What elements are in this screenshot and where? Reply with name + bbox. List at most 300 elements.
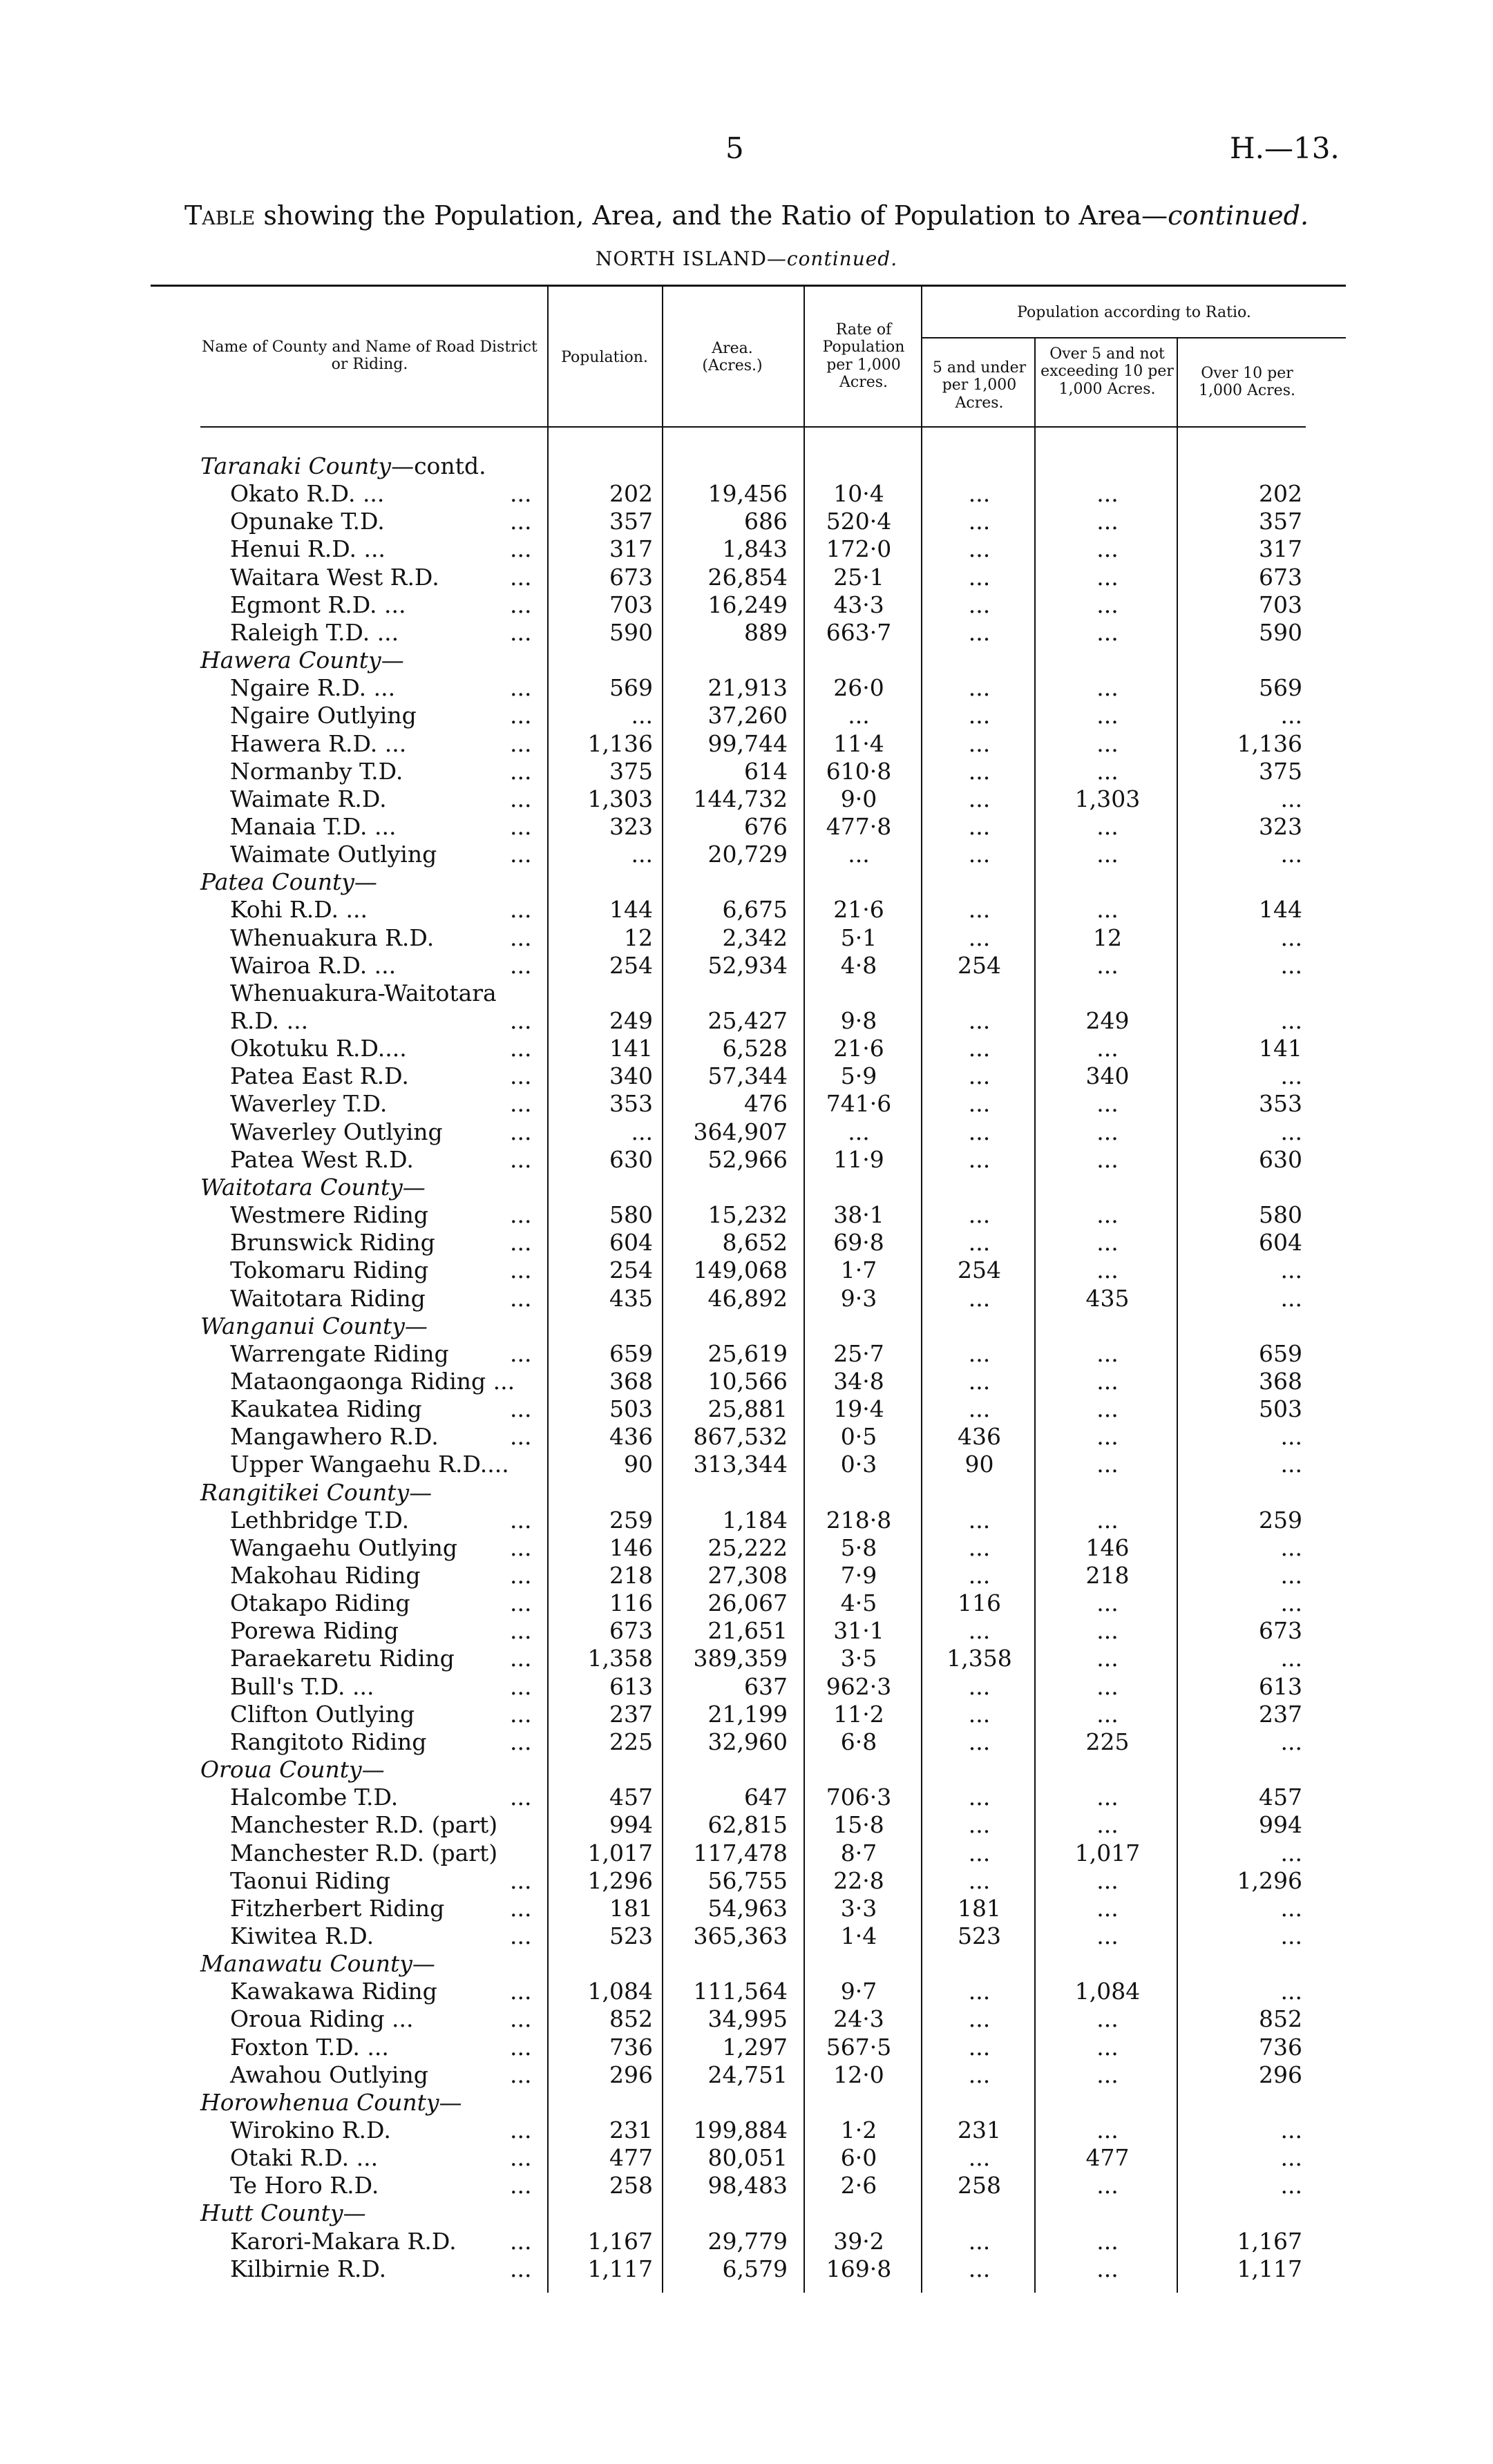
table-row: [0, 1840, 1493, 1867]
ratio-over-10-cell: ...: [1280, 1589, 1302, 1617]
area-cell: 15,232: [707, 1201, 788, 1229]
population-cell: 254: [609, 1257, 653, 1284]
row-dots: ...: [510, 480, 532, 508]
table-row: [0, 1340, 1493, 1368]
ratio-over-10-cell: ...: [1280, 1257, 1302, 1284]
row-dots: ...: [510, 841, 532, 868]
area-cell: 6,675: [722, 896, 788, 924]
district-name: Kaukatea Riding: [230, 1395, 422, 1423]
rate-cell: 0·3: [840, 1451, 877, 1478]
district-name: Okato R.D. ...: [230, 480, 385, 508]
ratio-under-5-cell: ...: [968, 1118, 991, 1145]
rate-cell: 21·6: [833, 1035, 884, 1062]
ratio-under-5-cell: ...: [968, 1700, 991, 1728]
ratio-under-5-cell: ...: [968, 480, 991, 508]
rate-cell: 25·1: [833, 563, 884, 591]
county-heading-row: [0, 868, 1493, 896]
rate-cell: 962·3: [826, 1672, 892, 1700]
ratio-under-5-cell: 116: [958, 1589, 1001, 1617]
ratio-under-5-cell: ...: [968, 1090, 991, 1118]
row-dots: ...: [510, 1395, 532, 1423]
header-bottom-rule: [200, 426, 1306, 428]
row-dots: ...: [510, 757, 532, 785]
ratio-5-to-10-cell: ...: [1096, 1506, 1119, 1534]
district-name: Waverley Outlying: [230, 1118, 443, 1145]
ratio-over-10-cell: 503: [1259, 1395, 1302, 1423]
ratio-5-to-10-cell: ...: [1096, 1784, 1119, 1811]
table-row: [0, 1978, 1493, 2005]
rate-cell: 706·3: [826, 1784, 892, 1811]
header-ratio-group: Population according to Ratio.: [1017, 304, 1251, 321]
population-cell: 254: [609, 951, 653, 979]
district-name: Raleigh T.D. ...: [230, 618, 399, 646]
ratio-5-to-10-cell: ...: [1096, 951, 1119, 979]
ratio-over-10-cell: 852: [1259, 2005, 1302, 2033]
population-cell: 353: [609, 1090, 653, 1118]
ratio-under-5-cell: 523: [958, 1922, 1001, 1949]
ratio-under-5-cell: ...: [968, 618, 991, 646]
table-row: [0, 2117, 1493, 2144]
ratio-under-5-cell: ...: [968, 1784, 991, 1811]
ratio-under-5-cell: 258: [958, 2172, 1001, 2199]
rate-cell: 25·7: [833, 1339, 884, 1367]
area-cell: 24,751: [707, 2061, 788, 2088]
ratio-over-10-cell: 1,167: [1237, 2227, 1302, 2255]
ratio-over-10-cell: 317: [1259, 535, 1302, 563]
rate-cell: 169·8: [826, 2255, 892, 2282]
district-name: Bull's T.D. ...: [230, 1672, 374, 1700]
ratio-5-to-10-cell: 1,303: [1074, 785, 1141, 812]
ratio-under-5-cell: ...: [968, 1506, 991, 1534]
population-cell: 630: [609, 1145, 653, 1173]
ratio-over-10-cell: 1,117: [1237, 2255, 1302, 2282]
table-row: [0, 924, 1493, 952]
district-name: Okotuku R.D....: [230, 1035, 407, 1062]
row-dots: ...: [510, 1672, 532, 1700]
district-name: Kawakawa Riding: [230, 1978, 437, 2005]
population-cell: 357: [609, 508, 653, 535]
table-row: [0, 813, 1493, 841]
district-name: Clifton Outlying: [230, 1700, 415, 1728]
ratio-5-to-10-cell: ...: [1096, 1617, 1119, 1645]
table-row: [0, 841, 1493, 868]
district-name: Karori-Makara R.D.: [230, 2227, 457, 2255]
county-name: Horowhenua County—: [200, 2088, 462, 2116]
district-name: Porewa Riding: [230, 1617, 399, 1645]
rate-cell: 663·7: [826, 618, 892, 646]
population-cell: 202: [609, 480, 653, 508]
ratio-5-to-10-cell: ...: [1096, 618, 1119, 646]
ratio-under-5-cell: ...: [968, 1035, 991, 1062]
row-dots: ...: [510, 896, 532, 924]
rate-cell: 5·9: [840, 1062, 877, 1090]
rate-cell: 10·4: [833, 480, 884, 508]
ratio-over-10-cell: 457: [1259, 1784, 1302, 1811]
area-cell: 21,913: [707, 674, 788, 702]
row-dots: ...: [510, 508, 532, 535]
rate-cell: 5·8: [840, 1534, 877, 1561]
ratio-under-5-cell: ...: [968, 1534, 991, 1561]
ratio-5-to-10-cell: ...: [1096, 1229, 1119, 1257]
area-cell: 149,068: [693, 1257, 788, 1284]
ratio-5-to-10-cell: ...: [1096, 2061, 1119, 2088]
district-name: Otaki R.D. ...: [230, 2144, 379, 2172]
population-cell: 231: [609, 2117, 653, 2143]
ratio-5-to-10-cell: ...: [1096, 674, 1119, 702]
ratio-under-5-cell: ...: [968, 2255, 991, 2282]
rate-cell: 38·1: [833, 1201, 884, 1229]
ratio-over-10-cell: 144: [1259, 896, 1302, 924]
district-name: Patea West R.D.: [230, 1145, 414, 1173]
ratio-5-to-10-cell: 1,084: [1074, 1978, 1141, 2005]
ratio-over-10-cell: ...: [1280, 785, 1302, 812]
ratio-5-to-10-cell: 146: [1085, 1534, 1130, 1561]
ratio-5-to-10-cell: ...: [1096, 1339, 1119, 1367]
ratio-over-10-cell: 353: [1259, 1090, 1302, 1118]
table-row: [0, 1229, 1493, 1257]
rate-cell: ...: [848, 702, 870, 729]
ratio-5-to-10-cell: ...: [1096, 1922, 1119, 1949]
table-row: [0, 980, 1493, 1007]
area-cell: 889: [744, 618, 788, 646]
ratio-over-10-cell: 1,136: [1237, 729, 1302, 757]
ratio-over-10-cell: 580: [1259, 1201, 1302, 1229]
district-name: Makohau Riding: [230, 1562, 421, 1589]
header-ratio-under-5: 5 and under per 1,000 Acres.: [932, 359, 1027, 412]
ratio-under-5-cell: ...: [968, 841, 991, 868]
rate-cell: 39·2: [833, 2227, 884, 2255]
district-name: Foxton T.D. ...: [230, 2033, 389, 2061]
ratio-over-10-cell: 296: [1259, 2061, 1302, 2088]
district-name: Waimate R.D.: [230, 785, 387, 812]
row-dots: ...: [510, 1118, 532, 1145]
rate-cell: 31·1: [833, 1617, 884, 1645]
row-dots: ...: [510, 2117, 532, 2143]
district-name: Normanby T.D.: [230, 757, 403, 785]
district-name: Brunswick Riding: [230, 1229, 435, 1257]
district-name: Oroua Riding ...: [230, 2005, 414, 2033]
district-name: Kilbirnie R.D.: [230, 2255, 387, 2282]
row-dots: ...: [510, 2255, 532, 2282]
ratio-5-to-10-cell: ...: [1096, 1145, 1119, 1173]
area-cell: 25,427: [707, 1007, 788, 1034]
area-cell: 32,960: [707, 1728, 788, 1755]
ratio-under-5-cell: ...: [968, 2144, 991, 2172]
table-row: [0, 2228, 1493, 2255]
table-row: [0, 730, 1493, 758]
area-cell: 20,729: [707, 841, 788, 868]
district-name: Manchester R.D. (part): [230, 1811, 498, 1839]
population-cell: 144: [609, 896, 653, 924]
table-row: [0, 1368, 1493, 1395]
district-name: Tokomaru Riding: [230, 1257, 429, 1284]
ratio-under-5-cell: ...: [968, 702, 991, 729]
county-heading-row: [0, 2089, 1493, 2117]
population-cell: 90: [624, 1451, 653, 1478]
ratio-under-5-cell: ...: [968, 1978, 991, 2005]
ratio-under-5-cell: ...: [968, 1562, 991, 1589]
header-rate: Rate of Population per 1,000 Acres.: [822, 321, 905, 391]
ratio-5-to-10-cell: ...: [1096, 2255, 1119, 2282]
row-dots: ...: [510, 2005, 532, 2033]
population-cell: 258: [609, 2172, 653, 2199]
district-name: Halcombe T.D.: [230, 1784, 399, 1811]
area-cell: 144,732: [693, 785, 788, 812]
ratio-under-5-cell: ...: [968, 1617, 991, 1645]
rate-cell: 477·8: [826, 812, 892, 840]
ratio-5-to-10-cell: ...: [1096, 1257, 1119, 1284]
table-row: [0, 674, 1493, 702]
row-dots: ...: [510, 1784, 532, 1811]
ratio-over-10-cell: ...: [1280, 1894, 1302, 1922]
ratio-under-5-cell: ...: [968, 1007, 991, 1034]
county-heading-row: [0, 1174, 1493, 1201]
row-dots: ...: [510, 1589, 532, 1617]
ratio-under-5-cell: ...: [968, 1339, 991, 1367]
ratio-over-10-cell: ...: [1280, 1562, 1302, 1589]
district-name: Mangawhero R.D.: [230, 1423, 439, 1451]
ratio-under-5-cell: ...: [968, 2033, 991, 2061]
county-heading-row: [0, 1950, 1493, 1978]
ratio-5-to-10-cell: 1,017: [1074, 1839, 1141, 1866]
district-name: Wairoa R.D. ...: [230, 951, 397, 979]
ratio-5-to-10-cell: ...: [1096, 1118, 1119, 1145]
table-row: [0, 1673, 1493, 1701]
population-cell: 1,358: [587, 1645, 653, 1672]
rate-cell: 741·6: [826, 1090, 892, 1118]
row-dots: ...: [510, 1229, 532, 1257]
area-cell: 56,755: [707, 1866, 788, 1894]
ratio-over-10-cell: 368: [1259, 1367, 1302, 1395]
header-ratio-over-10: Over 10 per 1,000 Acres.: [1198, 365, 1295, 400]
area-cell: 6,579: [722, 2255, 788, 2282]
area-cell: 62,815: [707, 1811, 788, 1839]
ratio-under-5-cell: ...: [968, 1672, 991, 1700]
ratio-under-5-cell: ...: [968, 1367, 991, 1395]
table-row: [0, 1867, 1493, 1895]
table-row: [0, 2061, 1493, 2089]
population-cell: 249: [609, 1007, 653, 1034]
ratio-under-5-cell: ...: [968, 1728, 991, 1755]
table-row: [0, 1784, 1493, 1811]
district-name: Lethbridge T.D.: [230, 1506, 410, 1534]
rate-cell: 11·4: [833, 729, 884, 757]
header-name: Name of County and Name of Road District or Riding.: [202, 338, 538, 374]
ratio-5-to-10-cell: ...: [1096, 757, 1119, 785]
population-cell: ...: [631, 702, 653, 729]
area-cell: 637: [744, 1672, 788, 1700]
title-text: showing the Population, Area, and the Ratio of Population to Area—: [255, 200, 1168, 231]
row-dots: ...: [510, 618, 532, 646]
table-row: [0, 2034, 1493, 2061]
row-dots: ...: [510, 1922, 532, 1949]
row-dots: ...: [510, 1728, 532, 1755]
ratio-over-10-cell: 357: [1259, 508, 1302, 535]
ratio-5-to-10-cell: ...: [1096, 812, 1119, 840]
ratio-over-10-cell: ...: [1280, 1978, 1302, 2005]
ratio-under-5-cell: ...: [968, 812, 991, 840]
table-row: [0, 480, 1493, 508]
ratio-over-10-cell: ...: [1280, 1922, 1302, 1949]
ratio-over-10-cell: ...: [1280, 924, 1302, 951]
ratio-over-10-cell: ...: [1280, 1451, 1302, 1478]
ratio-over-10-cell: 202: [1259, 480, 1302, 508]
rate-cell: 43·3: [833, 591, 884, 618]
area-cell: 686: [744, 508, 788, 535]
rate-cell: 9·8: [840, 1007, 877, 1034]
area-cell: 34,995: [707, 2005, 788, 2033]
ratio-under-5-cell: ...: [968, 924, 991, 951]
ratio-5-to-10-cell: ...: [1096, 563, 1119, 591]
rate-cell: 6·8: [840, 1728, 877, 1755]
ratio-under-5-cell: 90: [964, 1451, 994, 1478]
rate-cell: 21·6: [833, 896, 884, 924]
district-name: Kohi R.D. ...: [230, 896, 368, 924]
table-row: [0, 1201, 1493, 1229]
header-ratio-5-to-10: Over 5 and not exceeding 10 per 1,000 Acres.: [1040, 345, 1174, 398]
table-row: [0, 2255, 1493, 2283]
district-name: Taonui Riding: [230, 1866, 390, 1894]
ratio-under-5-cell: 1,358: [947, 1645, 1012, 1672]
ratio-under-5-cell: ...: [968, 896, 991, 924]
row-dots: ...: [510, 1201, 532, 1229]
population-cell: 457: [609, 1784, 653, 1811]
population-cell: 323: [609, 812, 653, 840]
row-dots: ...: [510, 1866, 532, 1894]
population-cell: 503: [609, 1395, 653, 1423]
table-row: [0, 2005, 1493, 2033]
table-row: [0, 1451, 1493, 1478]
row-dots: ...: [510, 535, 532, 563]
table-row: [0, 1617, 1493, 1645]
ratio-under-5-cell: ...: [968, 508, 991, 535]
district-name: Whenuakura-Waitotara: [230, 979, 497, 1006]
population-cell: 1,296: [587, 1866, 653, 1894]
area-cell: 25,881: [707, 1395, 788, 1423]
row-dots: ...: [510, 812, 532, 840]
table-row: [0, 952, 1493, 980]
ratio-over-10-cell: ...: [1280, 1062, 1302, 1090]
population-cell: 340: [609, 1062, 653, 1090]
county-name: Manawatu County—: [200, 1950, 435, 1978]
population-cell: 590: [609, 618, 653, 646]
ratio-5-to-10-cell: 225: [1085, 1728, 1130, 1755]
area-cell: 313,344: [693, 1451, 788, 1478]
area-cell: 25,619: [707, 1339, 788, 1367]
population-cell: 580: [609, 1201, 653, 1229]
ratio-under-5-cell: ...: [968, 1201, 991, 1229]
ratio-under-5-cell: ...: [968, 591, 991, 618]
rate-cell: 0·5: [840, 1423, 877, 1451]
county-heading-row: [0, 1312, 1493, 1340]
rate-cell: 4·5: [840, 1589, 877, 1617]
district-name: Hawera R.D. ...: [230, 729, 407, 757]
district-name: Wangaehu Outlying: [230, 1534, 458, 1561]
ratio-under-5-cell: 436: [958, 1423, 1001, 1451]
rate-cell: 19·4: [833, 1395, 884, 1423]
ratio-over-10-cell: 673: [1259, 1617, 1302, 1645]
area-cell: 1,843: [722, 535, 788, 563]
ratio-5-to-10-cell: ...: [1096, 1811, 1119, 1839]
district-name: Whenuakura R.D.: [230, 924, 435, 951]
area-cell: 6,528: [722, 1035, 788, 1062]
population-cell: 1,136: [587, 729, 653, 757]
row-dots: ...: [510, 702, 532, 729]
ratio-under-5-cell: ...: [968, 1395, 991, 1423]
rate-cell: 15·8: [833, 1811, 884, 1839]
rate-cell: 1·2: [840, 2117, 877, 2143]
row-dots: ...: [510, 674, 532, 702]
ratio-under-5-cell: ...: [968, 535, 991, 563]
district-name: Fitzherbert Riding: [230, 1894, 445, 1922]
area-cell: 16,249: [707, 591, 788, 618]
ratio-over-10-cell: ...: [1280, 2172, 1302, 2199]
subtitle-continued: continued.: [786, 247, 898, 270]
row-dots: ...: [510, 1145, 532, 1173]
district-name: Wirokino R.D.: [230, 2117, 391, 2143]
ratio-over-10-cell: ...: [1280, 951, 1302, 979]
ratio-5-to-10-cell: ...: [1096, 1645, 1119, 1672]
table-subtitle: [0, 247, 1493, 270]
population-cell: 852: [609, 2005, 653, 2033]
row-dots: ...: [510, 785, 532, 812]
area-cell: 52,966: [707, 1145, 788, 1173]
ratio-5-to-10-cell: ...: [1096, 1367, 1119, 1395]
row-dots: ...: [510, 1978, 532, 2005]
rate-cell: 26·0: [833, 674, 884, 702]
table-row: [0, 1507, 1493, 1534]
population-cell: 12: [624, 924, 653, 951]
ratio-under-5-cell: ...: [968, 2061, 991, 2088]
rate-cell: ...: [848, 841, 870, 868]
population-cell: 225: [609, 1728, 653, 1755]
ratio-5-to-10-cell: ...: [1096, 591, 1119, 618]
area-cell: 476: [744, 1090, 788, 1118]
county-suffix: —contd.: [391, 452, 486, 479]
area-cell: 29,779: [707, 2227, 788, 2255]
ratio-under-5-cell: ...: [968, 1811, 991, 1839]
area-cell: 867,532: [693, 1423, 788, 1451]
population-cell: 296: [609, 2061, 653, 2088]
ratio-over-10-cell: 237: [1259, 1700, 1302, 1728]
population-cell: 673: [609, 563, 653, 591]
area-cell: 117,478: [693, 1839, 788, 1866]
county-name: Waitotara County—: [200, 1173, 426, 1201]
table-row: [0, 758, 1493, 785]
population-cell: 146: [609, 1534, 653, 1561]
ratio-under-5-cell: 181: [958, 1894, 1001, 1922]
row-dots: ...: [510, 1257, 532, 1284]
rate-cell: 9·3: [840, 1284, 877, 1312]
population-cell: 523: [609, 1922, 653, 1949]
district-name: R.D. ...: [230, 1007, 309, 1034]
rate-cell: 610·8: [826, 757, 892, 785]
district-name: Awahou Outlying: [230, 2061, 428, 2088]
document-reference: H.—13.: [1230, 131, 1340, 165]
row-dots: ...: [510, 1062, 532, 1090]
ratio-5-to-10-cell: ...: [1096, 729, 1119, 757]
area-cell: 364,907: [693, 1118, 788, 1145]
area-cell: 111,564: [693, 1978, 788, 2005]
ratio-over-10-cell: 630: [1259, 1145, 1302, 1173]
district-name: Westmere Riding: [230, 1201, 429, 1229]
row-dots: ...: [510, 2227, 532, 2255]
ratio-over-10-cell: 569: [1259, 674, 1302, 702]
ratio-over-10-cell: ...: [1280, 1534, 1302, 1561]
ratio-over-10-cell: 259: [1259, 1506, 1302, 1534]
ratio-over-10-cell: ...: [1280, 1423, 1302, 1451]
table-row: [0, 1007, 1493, 1035]
